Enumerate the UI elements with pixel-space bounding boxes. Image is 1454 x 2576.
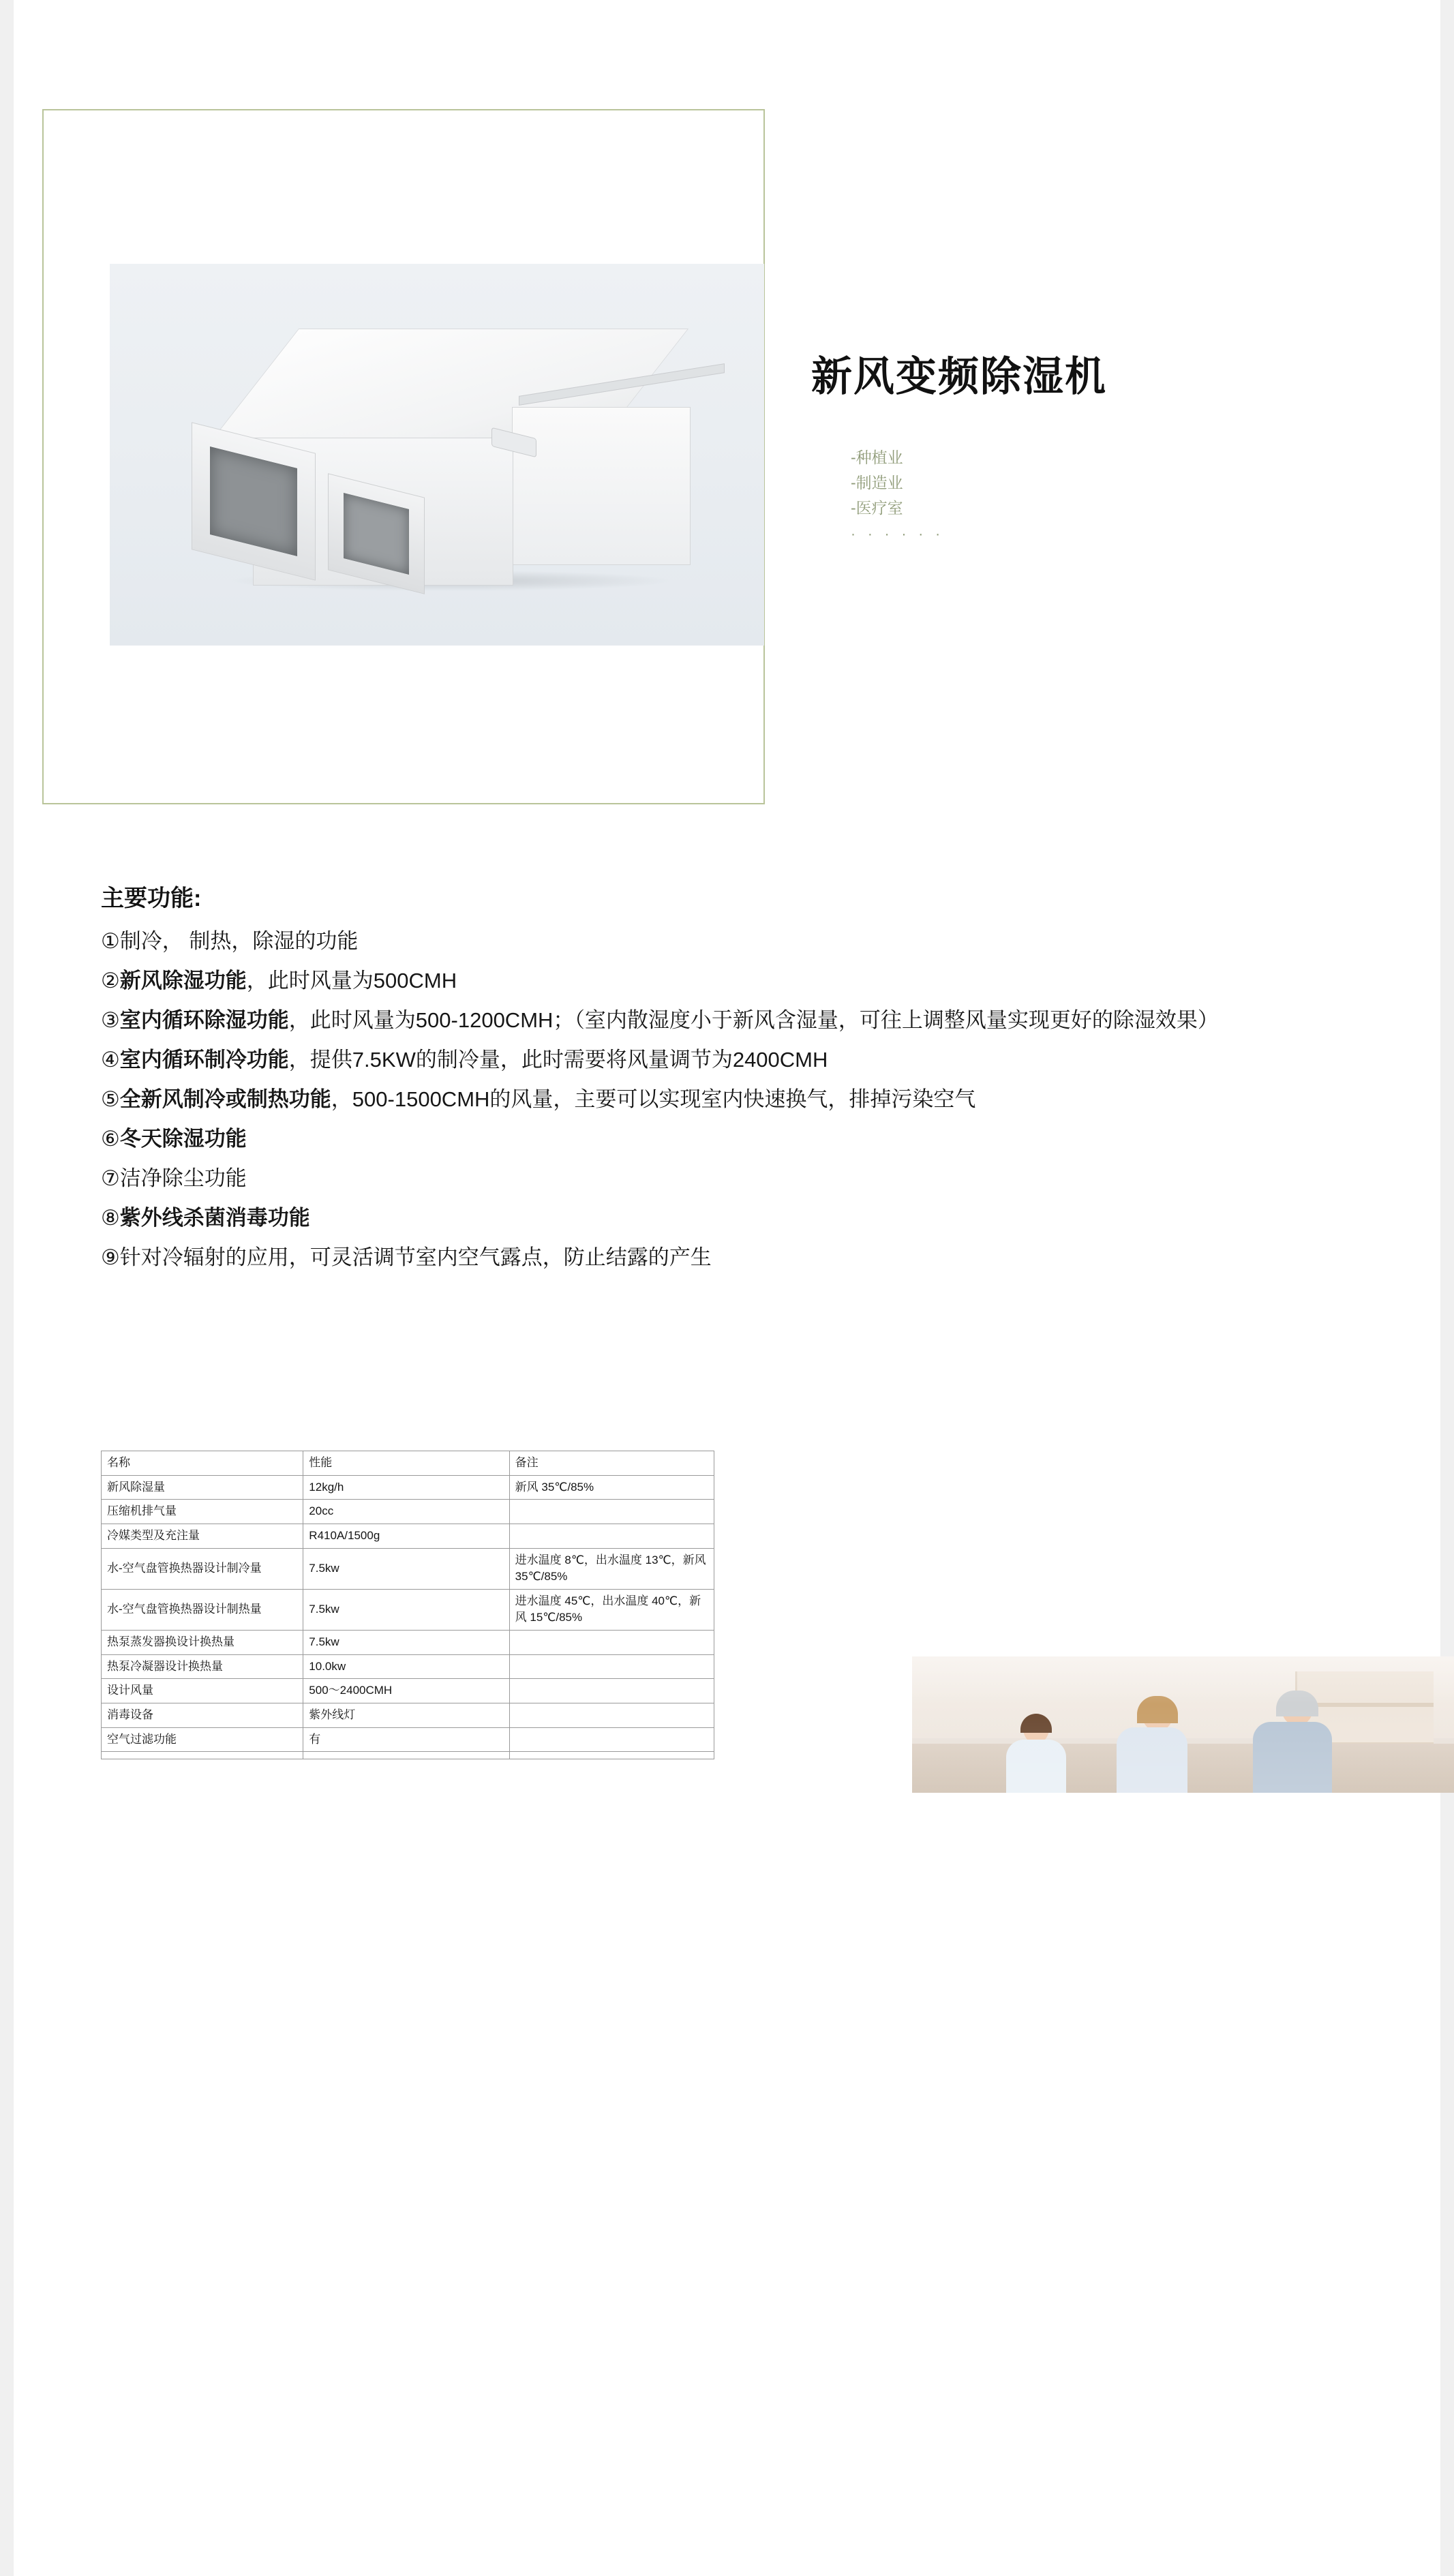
- product-image-frame: [42, 109, 765, 804]
- feature-item: [101, 1004, 1382, 1037]
- table-cell-note: [509, 1752, 714, 1759]
- table-header-cell: 性能: [303, 1451, 509, 1476]
- table-cell-note: [509, 1654, 714, 1679]
- feature-text: ，此时风量为500-1200CMH；（室内散湿度小于新风含湿量，可往上调整风量实现更好的除湿效果）: [288, 1008, 1219, 1033]
- table-cell-value: 20cc: [303, 1500, 509, 1524]
- table-header-cell: 名称: [102, 1451, 303, 1476]
- table-cell-value: 有: [303, 1727, 509, 1752]
- product-photo: [110, 264, 764, 646]
- table-row: [102, 1500, 714, 1524]
- feature-item: [101, 1202, 1382, 1234]
- table-cell-value: 10.0kw: [303, 1654, 509, 1679]
- unit-right-panel: [512, 407, 691, 565]
- table-cell-value: 500～2400CMH: [303, 1679, 509, 1703]
- table-row: [102, 1752, 714, 1759]
- table-cell-name: 冷媒类型及充注量: [102, 1524, 303, 1548]
- feature-index: ④: [101, 1048, 120, 1072]
- feature-index: ⑦: [101, 1166, 120, 1191]
- table-row: [102, 1679, 714, 1703]
- feature-item: [101, 1044, 1382, 1076]
- feature-index: ⑥: [101, 1127, 120, 1151]
- feature-bold: 全新风制冷或制热功能: [119, 1087, 331, 1112]
- feature-bold: 紫外线杀菌消毒功能: [119, 1206, 310, 1230]
- table-cell-note: [509, 1703, 714, 1728]
- table-cell-name: 水-空气盘管换热器设计制热量: [102, 1589, 303, 1630]
- feature-index: ①: [101, 929, 120, 953]
- table-cell-value: 紫外线灯: [303, 1703, 509, 1728]
- table-cell-note: 新风 35℃/85%: [509, 1475, 714, 1500]
- feature-item: [101, 965, 1382, 997]
- application-item-2: -医疗室: [851, 498, 903, 517]
- table-cell-name: 消毒设备: [102, 1703, 303, 1728]
- feature-text: ，500-1500CMH的风量，主要可以实现室内快速换气，排掉污染空气: [331, 1087, 976, 1112]
- spec-table: [101, 1451, 714, 1759]
- feature-item: [101, 1162, 1382, 1195]
- feature-text: ，提供7.5KW的制冷量，此时需要将风量调节为2400CMH: [288, 1048, 828, 1072]
- page-edge-left: [0, 0, 14, 2576]
- feature-index: ⑨: [101, 1245, 120, 1270]
- table-row: [102, 1524, 714, 1548]
- features-section: [101, 879, 1382, 1281]
- feature-bold: 冬天除湿功能: [119, 1127, 247, 1151]
- feature-item: [101, 925, 1382, 958]
- application-ellipsis: · · · · · ·: [851, 526, 945, 543]
- feature-text: 针对冷辐射的应用，可灵活调节室内空气露点，防止结露的产生: [119, 1245, 712, 1270]
- feature-bold: 新风除湿功能: [119, 969, 247, 993]
- table-cell-value: R410A/1500g: [303, 1524, 509, 1548]
- table-cell-name: 设计风量: [102, 1679, 303, 1703]
- table-row: [102, 1548, 714, 1589]
- lifestyle-photo: [912, 1656, 1454, 1793]
- title-block: [811, 344, 1384, 546]
- application-list: [851, 445, 1384, 546]
- feature-item: [101, 1123, 1382, 1155]
- table-row: [102, 1703, 714, 1728]
- page-edge-right: [1440, 0, 1454, 2576]
- table-cell-name: [102, 1752, 303, 1759]
- features-heading: 主要功能:: [101, 885, 202, 911]
- table-cell-note: [509, 1500, 714, 1524]
- feature-text: 制冷， 制热，除湿的功能: [119, 929, 359, 953]
- feature-bold: 室内循环除湿功能: [119, 1008, 289, 1033]
- table-header-cell: 备注: [509, 1451, 714, 1476]
- table-row: [102, 1631, 714, 1655]
- table-cell-value: 12kg/h: [303, 1475, 509, 1500]
- application-item-0: -种植业: [851, 449, 903, 466]
- table-row: [102, 1654, 714, 1679]
- feature-index: ⑤: [101, 1087, 120, 1112]
- table-cell-note: [509, 1631, 714, 1655]
- feature-item: [101, 1083, 1382, 1116]
- feature-index: ③: [101, 1008, 120, 1033]
- feature-index: ②: [101, 969, 120, 993]
- table-cell-value: 7.5kw: [303, 1631, 509, 1655]
- table-cell-name: 热泵蒸发器换设计换热量: [102, 1631, 303, 1655]
- table-cell-note: [509, 1524, 714, 1548]
- table-row: [102, 1727, 714, 1752]
- feature-bold: 室内循环制冷功能: [119, 1048, 289, 1072]
- feature-text: ，此时风量为500CMH: [246, 969, 457, 993]
- photo-overlay: [912, 1656, 1454, 1793]
- table-cell-value: [303, 1752, 509, 1759]
- feature-index: ⑧: [101, 1206, 120, 1230]
- table-cell-note: [509, 1727, 714, 1752]
- table-cell-name: 热泵冷凝器设计换热量: [102, 1654, 303, 1679]
- table-cell-name: 压缩机排气量: [102, 1500, 303, 1524]
- table-row: [102, 1475, 714, 1500]
- table-cell-value: 7.5kw: [303, 1589, 509, 1630]
- table-cell-name: 空气过滤功能: [102, 1727, 303, 1752]
- table-cell-name: 水-空气盘管换热器设计制冷量: [102, 1548, 303, 1589]
- table-header-row: [102, 1451, 714, 1476]
- page-title: 新风变频除湿机: [811, 354, 1107, 399]
- table-cell-note: [509, 1679, 714, 1703]
- table-cell-note: 进水温度 8℃，出水温度 13℃，新风 35℃/85%: [509, 1548, 714, 1589]
- feature-text: 洁净除尘功能: [119, 1166, 247, 1191]
- table-cell-note: 进水温度 45℃，出水温度 40℃，新风 15℃/85%: [509, 1589, 714, 1630]
- table-row: [102, 1589, 714, 1630]
- table-cell-name: 新风除湿量: [102, 1475, 303, 1500]
- table-cell-value: 7.5kw: [303, 1548, 509, 1589]
- feature-item: [101, 1241, 1382, 1274]
- application-item-1: -制造业: [851, 473, 903, 491]
